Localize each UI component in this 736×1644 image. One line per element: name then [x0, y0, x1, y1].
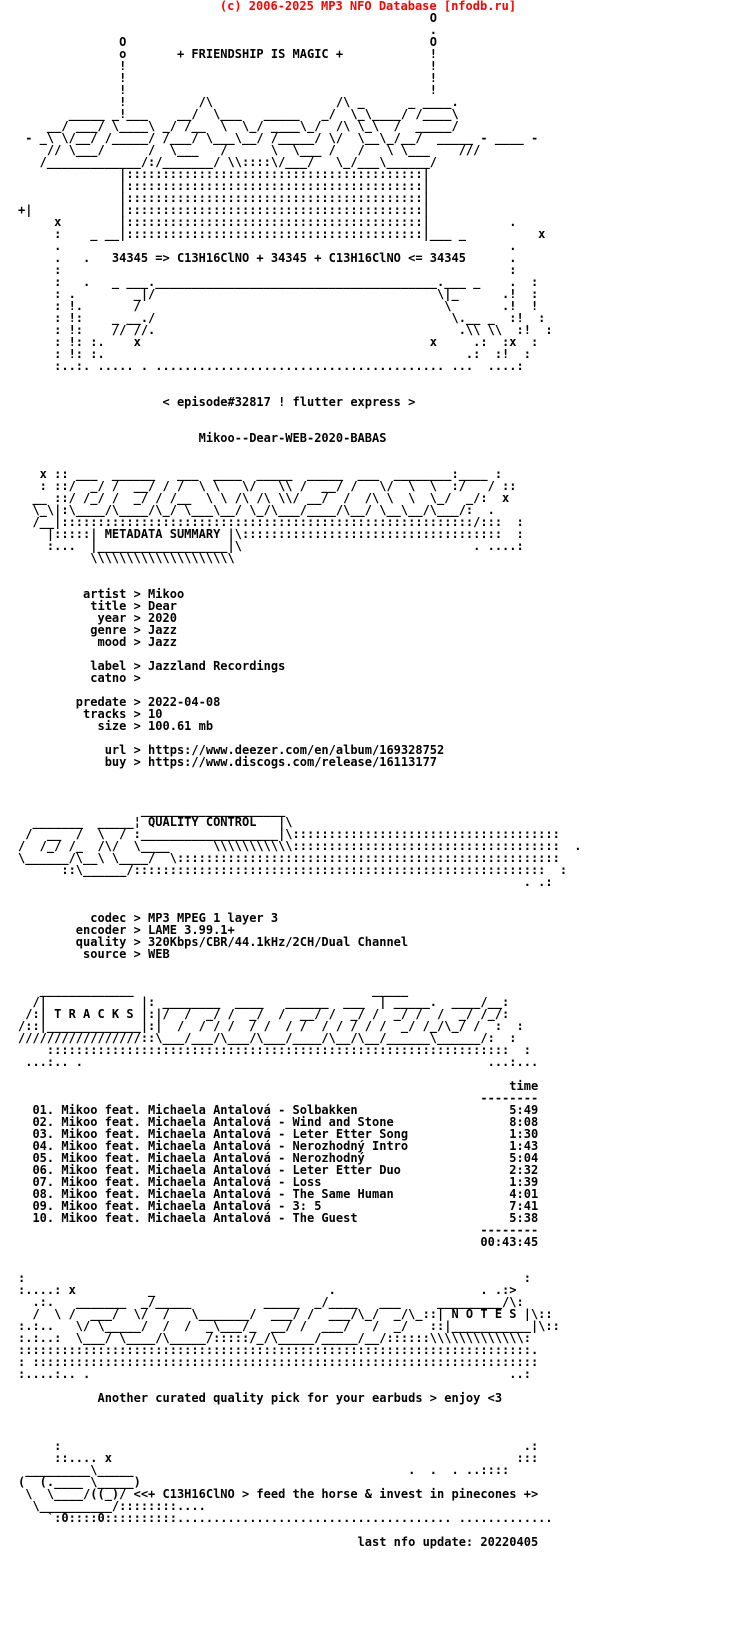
site-header: (c) 2006-2025 MP3 NFO Database [nfodb.ru]: [219, 0, 517, 13]
nfo-content: O . O O o + FRIENDSHIP IS MAGIC + ! ! ! ! ! ! ! ! /\ /\ _ _ ____. _____ _!___ __/ \___ _____ _/ \_\____/ /____\ __/ ___/ \____\ _/ /__ \ \_/ ____\_/ /\ \_\ / _____/ - _\ \/__/ /_____/ /___/ \___\__/ /_____/ \/ \__\_/__/ _____ - ____ - // \___/ / \___ / \ \___ / / \ \___ /// /_____________/:/_______/ \\::::\/___/ \_/___\______/ |:::::::::::::::::::::::::::::::::::::::::| |:::::::::::::::::::::::::::::::::::::::::| |:::::::::::::::::::::::::::::::::::::::::| +| |:::::::::::::::::::::::::::::::::::::::::| x |:::::::::::::::::::::::::::::::::::::::::| . : _ __|:::::::::::::::::::::::::::::::::::::::::|___ _ x . . . . 34345 => C13H16ClNO + 34345 + C13H16ClNO <= 34345 . : : : . _ ___._______________________________________.___ _ . : : . _|/ \|_ .! : : !. / \ .! ! : !: _ __./ \.__ _ :! : : !: // //. .\\ \\ :! : : !: :. x x .: :x : : !: :. .: :! : :..:. ..... . ........................................ ... ....: < episode#32817 ! flutter express > Mikoo--Dear-WEB-2020-BABAS x :: ___ ______ ___ ____ _____ _____ ___ ________:____ : : ::/ _/ / __/ / / \ \ \/ \\ / __/ / \/ \ \ :/ / :: __ ::/ /_/ / _/ / /__ \ \ /\ /\ \\/ __/ / /\ \ \ \_/ _/: x \_\|:\____/\____/\_/ \___\__/ \_/\___/____/\__/ \__\__/\___/: . /__|:::::::::::::::::::::::::::::::::::::::::::::::::::::::::/::: : |:::::| METADATA SUMMARY |\:::::::::::::::::::::::::::::::::::: : :... |__________________|\ . ....: \\\\\\\\\\\\\\\\\\\\ artist > Mikoo title > Dear year > 2020 genre > Jazz mood > Jazz label > Jazzland Recordings catno > predate > 2022-04-08 tracks > 10 size > 100.61 mb url > https://www.deezer.com/en/album/169328752 buy > https://www.discogs.com/release/16113177 ____________________ _______ _____¦ QUALITY CONTROL |\ / __ / \ / :___________________|\::::::::::::::::::::::::::::::::::::: / /_/ /_ /\/ \____ \\\\\\\\\\\::::::::::::::::::::::::::::::::::::: . \______/\__\ \____/ \::::::::::::::::::::::::::::::::::::::::::::::::::::: ::\______/::::::::::::::::::::::::::::::::::::::::::::::::::::::::: : . .: codec > MP3 MPEG 1 layer 3 encoder > LAME 3.99.1+ quality > 320Kbps/CBR/44.1kHz/2CH/Dual Channel source > WEB _____________ _____ /| |: ________ ____ ______ ___ | _____. ____/__: /:| T R A C K S |:|/ / _/ / _/ / __/ / _/ / _/ / / _/ /_/: /::|_____________|:| / / / / / / / / / / / / / _/ /_/\_/ / : : /////////////////::\___/___/\___/\___/____/\__/\__/______\______/: : :::::::::::::::::::::::::::::::::::::::::::::::::::::::::::::::: : ...:.. . ...:... time -------- 01. Mikoo feat. Michaela Antalová - Solbakken 5:49 02. Mikoo feat. Michaela Antalová - Wind and Stone 8:08 03. Mikoo feat. Michaela Antalová - Leter Etter Song 1:30 04. Mikoo feat. Michaela Antalová - Nerozhodný Intro 1:43 05. Mikoo feat. Michaela Antalová - Nerozhodný 5:04 06. Mikoo feat. Michaela Antalová - Leter Etter Duo 2:32 07. Mikoo feat. Michaela Antalová - Loss 1:39 08. Mikoo feat. Michaela Antalová - The Same Human 4:01 09. Mikoo feat. Michaela Antalová - 3: 5 7:41 10. Mikoo feat. Michaela Antalová - The Guest 5:38 -------- 00:43:45 : : :....: x _ . . .:> .:. _______ _/_____ _____ _/____ ___ _________/\: / \ / ___/ \/ / \_______/ ___/ / ___/\_/ _/\_::| N O T E S |\:: :.:.. \/ \_____/ / / _\___/_ __/ / ___/ / _/ ::|___________|\:: :.:..: \___/ \____/\_____/:::::/_/\_____/_____/__/::::::\\\\\\\\\\\\\: :::::::::::::::::::::::::::::::::::::::::::::::::::::::::::::::::::::::. : :::::::::::::::::::::::::::::::::::::::::::::::::::::::::::::::::::::: :....:.. . ..: Another curated quality pick for your earbuds > enjoy <3 : .: ::.... x ::: _________\_____ . . . ..:::: ( (.____ \_____) \ \____/((_)/ <<+ C13H16ClNO > feed the horse & invest in pinecones +> \__________/::::::::.... `:0::::0::::::::::...................................... ............. last nfo update: 20220405: [18, 11, 582, 1549]
